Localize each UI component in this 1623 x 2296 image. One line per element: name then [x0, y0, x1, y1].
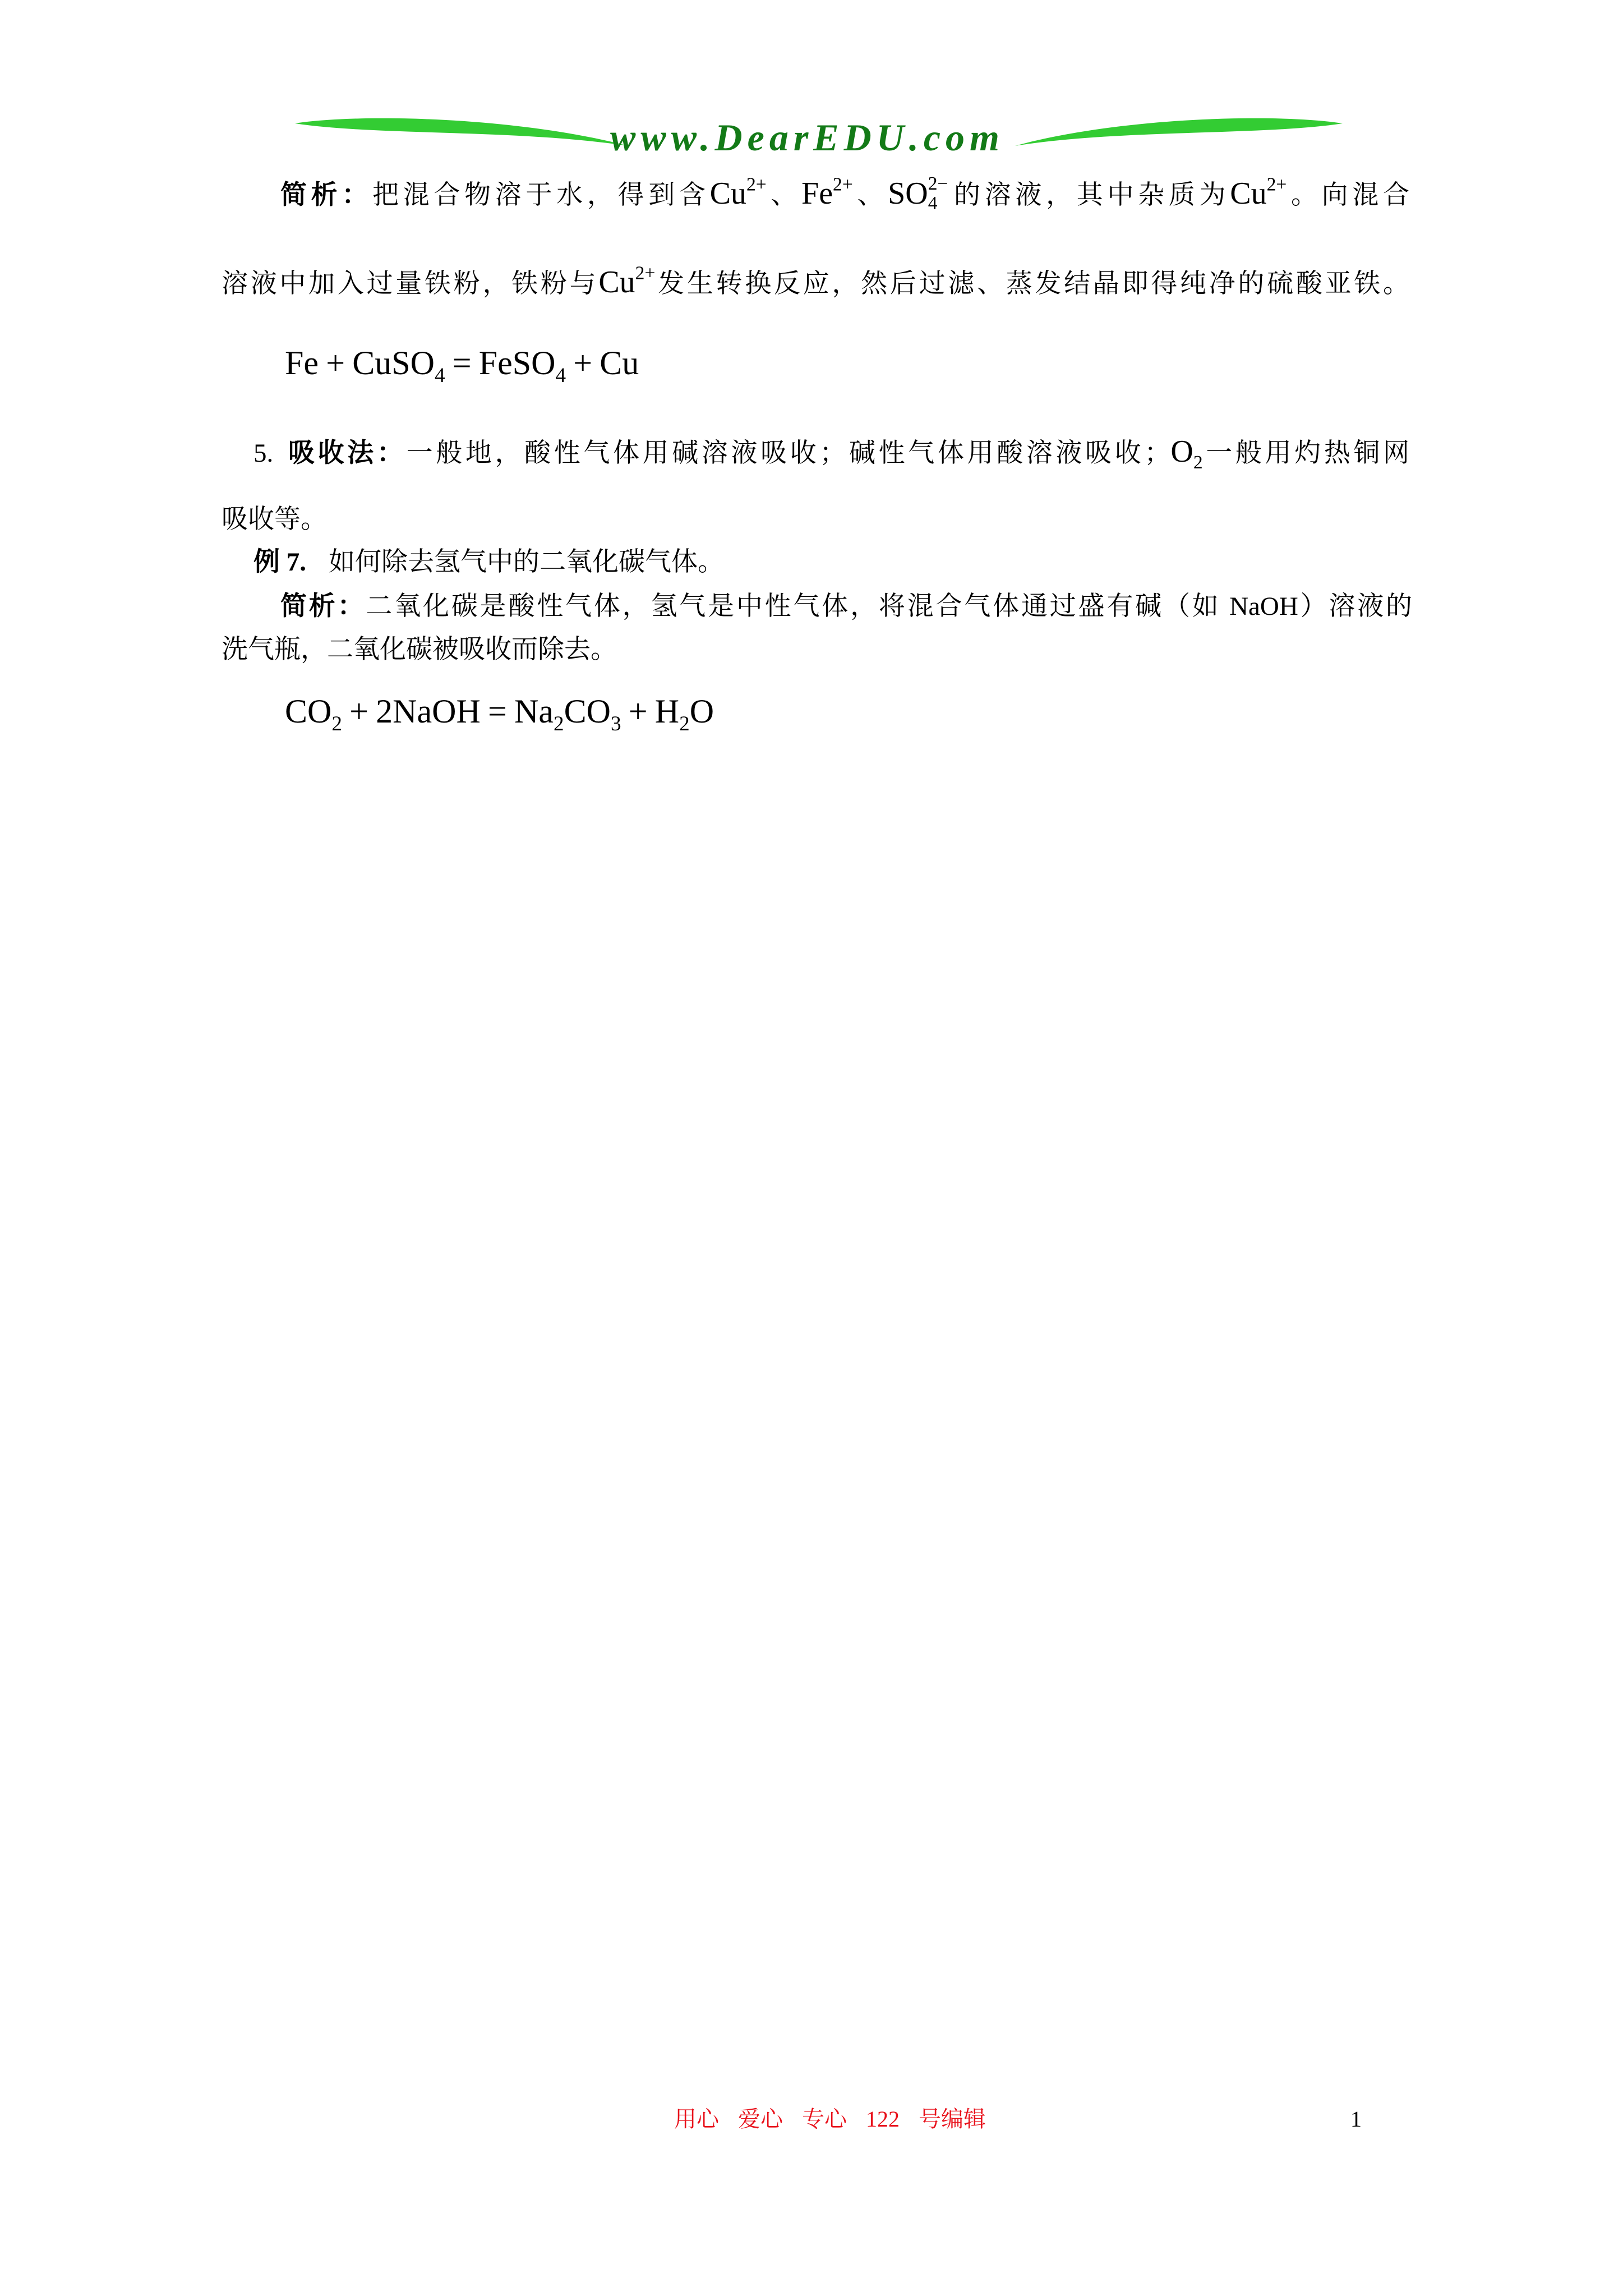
equation-term: H — [654, 693, 680, 730]
section-5-line-2 — [222, 501, 327, 537]
ion-symbol: Cu — [598, 265, 635, 300]
equation-term: CO — [285, 693, 332, 730]
analysis-label: 简析： — [280, 592, 366, 621]
plus-sign: + — [326, 344, 345, 381]
analysis-1-line-2 — [222, 264, 1409, 302]
separator: 、 — [852, 181, 888, 210]
analysis-label: 简析： — [280, 181, 373, 210]
subscript: 4 — [555, 364, 566, 388]
text-fragment: 的溶液，其中杂质为 — [949, 181, 1230, 210]
section-5-line-1 — [253, 434, 1409, 471]
section-number: 5. — [253, 439, 274, 468]
equation-iron-copper-sulfate — [285, 342, 639, 388]
ion-symbol: Cu — [1230, 176, 1267, 211]
plus-sign: + — [628, 693, 648, 730]
separator: 、 — [766, 181, 802, 210]
ion-symbol: SO — [888, 176, 928, 211]
ion-symbol: Cu — [709, 176, 746, 211]
ion-symbol: Fe — [801, 176, 833, 211]
analysis-2-line-1 — [280, 588, 1412, 624]
example-question: 如何除去氢气中的二氧化碳气体。 — [329, 547, 724, 577]
page-number: 1 — [1350, 2106, 1362, 2132]
subscript: 4 — [434, 364, 445, 388]
ion-charge: 2+ — [746, 174, 767, 195]
formula-oxygen — [1170, 434, 1203, 473]
equation-term: 2NaOH — [376, 693, 481, 730]
ion-charge: 2− — [928, 173, 948, 194]
ion-iron — [801, 176, 853, 211]
subscript: 2 — [1193, 452, 1203, 473]
equation-term: Na — [514, 693, 554, 730]
ion-copper — [710, 176, 767, 211]
subscript: 2 — [331, 712, 342, 736]
logo-left-swoosh — [295, 118, 628, 146]
text-fragment: 二氧化碳是酸性气体，氢气是中性气体，将混合气体通过盛有碱（如 NaOH）溶液的 — [366, 592, 1413, 621]
site-logo-text: www.DearEDU.com — [610, 116, 1004, 159]
formula-symbol: O — [1170, 434, 1193, 469]
text-fragment: 溶液中加入过量铁粉，铁粉与 — [222, 269, 599, 298]
ion-subscript: 4 — [928, 192, 938, 214]
footer-credit: 用心 爱心 专心 122 号编辑 — [674, 2106, 986, 2132]
example-label: 例 7. — [253, 547, 306, 577]
text-fragment: 把混合物溶于水，得到含 — [372, 181, 710, 210]
equals-sign: = — [487, 693, 507, 730]
equation-term: O — [689, 693, 714, 730]
equation-co2-naoh — [285, 690, 714, 736]
text-fragment: 吸收等。 — [222, 505, 327, 534]
text-fragment: 洗气瓶，二氧化碳被吸收而除去。 — [222, 635, 617, 664]
plus-sign: + — [349, 693, 368, 730]
subscript: 2 — [553, 712, 564, 736]
logo-right-swoosh — [1015, 118, 1343, 146]
equation-term: FeSO — [478, 344, 556, 381]
ion-charge: 2+ — [833, 174, 853, 195]
text-fragment: 一般地，酸性气体用碱溶液吸收；碱性气体用酸溶液吸收； — [406, 439, 1171, 468]
section-label: 吸收法： — [285, 439, 407, 468]
text-fragment: 发生转换反应，然后过滤、蒸发结晶即得纯净的硫酸亚铁。 — [655, 269, 1410, 298]
subscript: 2 — [679, 712, 690, 736]
analysis-2-line-2 — [222, 632, 617, 668]
text-fragment: 一般用灼热铜网 — [1202, 439, 1410, 468]
text-fragment: 。向混合 — [1287, 181, 1410, 210]
equation-term: Cu — [600, 344, 639, 381]
equation-term: CuSO — [352, 344, 435, 381]
plus-sign: + — [573, 344, 593, 381]
ion-copper — [1230, 176, 1287, 211]
ion-charge: 2+ — [1266, 174, 1287, 195]
example-7-line — [253, 544, 724, 580]
subscript: 3 — [610, 712, 621, 736]
ion-copper — [598, 265, 655, 300]
ion-sulfate — [888, 173, 949, 214]
analysis-1-line-1 — [280, 173, 1410, 214]
equals-sign: = — [452, 344, 472, 381]
equation-term: Fe — [285, 344, 319, 381]
ion-charge: 2+ — [635, 263, 656, 284]
equation-term: CO — [564, 693, 611, 730]
